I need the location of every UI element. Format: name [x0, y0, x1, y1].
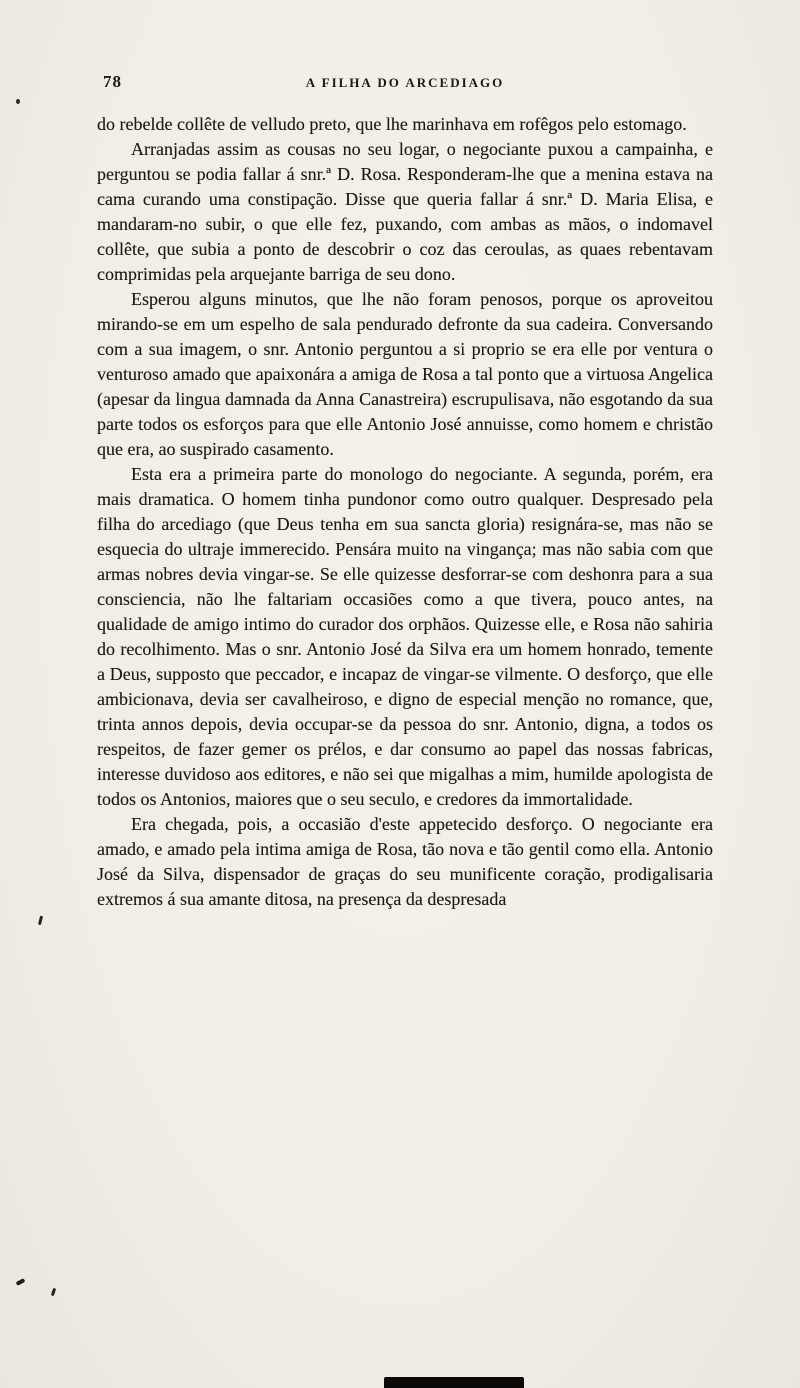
- running-title: A FILHA DO ARCEDIAGO: [305, 75, 505, 90]
- paragraph-continuation: do rebelde collête de velludo preto, que lhe marinhava em rofêgos pelo estomago.: [97, 114, 687, 134]
- paragraph: Era chegada, pois, a occasião d'este appetecido desforço. O negociante era amado, e amado pela intima amiga de Rosa, tão nova e tão gentil como ella. Antonio José da Silva, dispensador de graças do seu munificente coração, prodigalisaria extremos á sua amante ditosa, na presença da despresada: [97, 814, 713, 909]
- scan-artifact-ink-mark: [38, 916, 43, 925]
- paragraph: Esperou alguns minutos, que lhe não foram penosos, porque os aproveitou mirando-se em um espelho de sala pendurado defronte da sua cadeira. Conversando com a sua imagem, o snr. Antonio perguntou a si proprio se era elle por ventura o venturoso amado que apaixonára a amiga de Rosa a tal ponto que a virtuosa Angelica (apesar da lingua damnada da Anna Canastreira) escrupulisava, não esgotando da sua parte todos os esforços para que elle Antonio José annuisse, como homem e christão que era, ao suspirado casamento.: [97, 289, 713, 459]
- body-text: [97, 112, 713, 912]
- text-block: [97, 68, 713, 912]
- scan-artifact-ink-mark: [16, 1278, 26, 1286]
- paragraph: Arranjadas assim as cousas no seu logar, o negociante puxou a campainha, e perguntou se podia fallar á snr.ª D. Rosa. Responderam-lhe que a menina estava na cama curando uma constipação. Disse que queria fallar á snr.ª D. Maria Elisa, e mandaram-no subir, o que elle fez, puxando, com ambas as mãos, o indomavel collête, que subia a ponto de descobrir o coz das ceroulas, as quaes rebentavam comprimidas pela arquejante barriga de seu dono.: [97, 139, 713, 284]
- scan-artifact-page-edge: [384, 1377, 524, 1388]
- paragraph: Esta era a primeira parte do monologo do negociante. A segunda, porém, era mais dramatica. O homem tinha pundonor como outro qualquer. Despresado pela filha do arcediago (que Deus tenha em sua sancta gloria) resignára-se, mas não se esquecia do ultraje immerecido. Pensára muito na vingança; mas não sabia com que armas nobres devia vingar-se. Se elle quizesse desforrar-se com deshonra para a sua consciencia, não lhe faltariam occasiões como a que tivera, pouco antes, na qualidade de amigo intimo do curador dos orphãos. Quizesse elle, e Rosa não sahiria do recolhimento. Mas o snr. Antonio José da Silva era um homem honrado, temente a Deus, supposto que peccador, e incapaz de vingar-se vilmente. O desforço, que elle ambicionava, devia ser cavalheiroso, e digno de especial menção no romance, que, trinta annos depois, devia occupar-se da pessoa do snr. Antonio, digna, a todos os respeitos, de fazer gemer os prélos, e dar consumo ao papel das nossas fabricas, interesse duvidoso aos editores, e não sei que migalhas a mim, humilde apologista de todos os Antonios, maiores que o seu seculo, e credores da immortalidade.: [97, 464, 713, 809]
- page-number: 78: [103, 72, 122, 91]
- scan-artifact-ink-mark: [51, 1288, 56, 1297]
- scan-artifact-dot: [16, 99, 20, 104]
- running-header: [97, 68, 713, 98]
